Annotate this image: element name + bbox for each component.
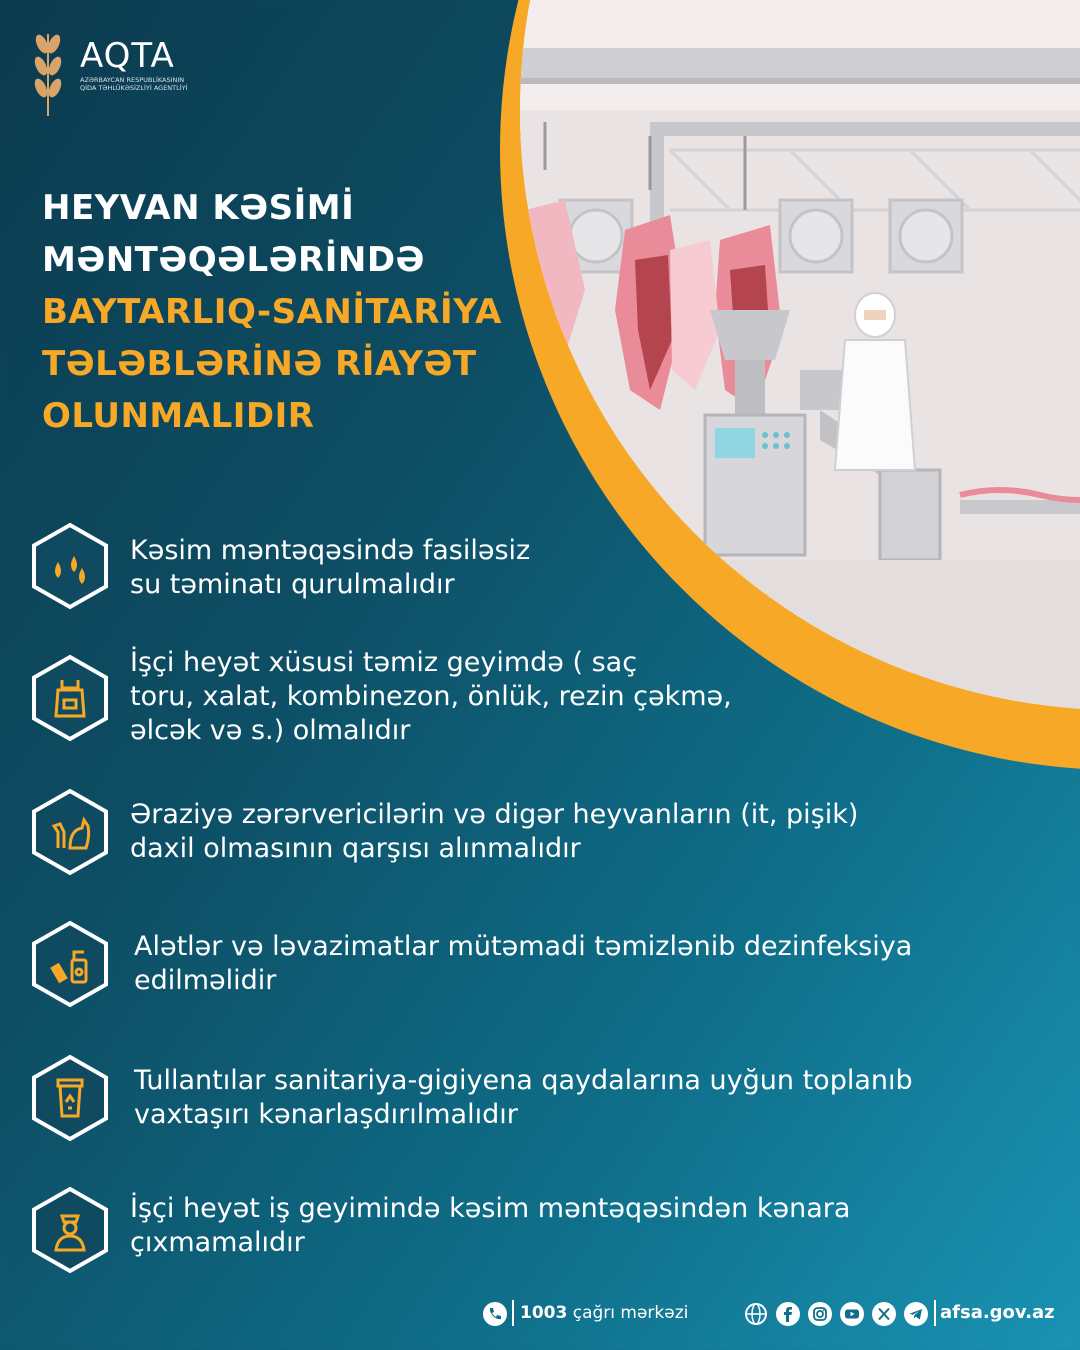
- apron-icon: [30, 654, 110, 742]
- x-icon[interactable]: [872, 1302, 896, 1326]
- item-text-line: Alətlər və ləvazimatlar mütəmadi təmizlənib dezinfeksiya: [134, 931, 913, 962]
- water-drops-icon: [30, 522, 110, 610]
- recycle-bin-icon: [30, 1054, 110, 1142]
- phone-icon: [482, 1301, 508, 1327]
- slaughterhouse-illustration: [520, 0, 1080, 710]
- item-text-line: vaxtaşırı kənarlaşdırılmalıdır: [134, 1099, 518, 1130]
- item-text-line: İşçi heyət xüsusi təmiz geyimdə ( saç: [130, 647, 638, 678]
- facebook-icon[interactable]: [776, 1302, 800, 1326]
- item-text-line: edilməlidir: [134, 965, 277, 996]
- call-label: çağrı mərkəzi: [572, 1303, 689, 1323]
- footer-divider: [512, 1300, 514, 1326]
- item-text-line: su təminatı qurulmalıdır: [130, 569, 455, 600]
- item-text-line: çıxmamalıdır: [130, 1227, 305, 1258]
- cat-dog-icon: [30, 788, 110, 876]
- globe-icon[interactable]: [744, 1302, 768, 1326]
- wheat-logo-icon: [30, 24, 70, 124]
- instagram-icon[interactable]: [808, 1302, 832, 1326]
- item-text-line: Kəsim məntəqəsində fasiləsiz: [130, 535, 531, 566]
- item-text-line: İşçi heyət iş geyimində kəsim məntəqəsindən kənara: [130, 1193, 851, 1224]
- brand-name: AQTA: [80, 36, 175, 76]
- item-text-line: Tullantılar sanitariya-gigiyena qaydalarına uyğun toplanıb: [134, 1065, 913, 1096]
- footer: [0, 1290, 1080, 1336]
- call-center[interactable]: [520, 1303, 688, 1323]
- website-link[interactable]: afsa.gov.az: [940, 1302, 1055, 1323]
- footer-divider: [934, 1300, 936, 1326]
- item-text-line: daxil olmasının qarşısı alınmalıdır: [130, 833, 581, 864]
- call-number: 1003: [520, 1303, 568, 1323]
- youtube-icon[interactable]: [840, 1302, 864, 1326]
- headline-highlight-line: OLUNMALIDIR: [42, 396, 315, 436]
- spray-cleaning-icon: [30, 920, 110, 1008]
- brand-subtitle: AZƏRBAYCAN RESPUBLİKASININ QİDA TƏHLÜKƏSİZLİYİ AGENTLİYİ: [80, 76, 188, 92]
- aqta-logo: [30, 24, 210, 124]
- headline-highlight-line: TƏLƏBLƏRİNƏ RİAYƏT: [42, 344, 477, 384]
- headline: [42, 182, 522, 442]
- item-text-line: Əraziyə zərərvericilərin və digər heyvanların (it, pişik): [130, 799, 859, 830]
- headline-line: HEYVAN KƏSİMİ: [42, 188, 355, 228]
- item-text-line: toru, xalat, kombinezon, önlük, rezin çəkmə,: [130, 681, 732, 712]
- item-text-line: əlcək və s.) olmalıdır: [130, 715, 411, 746]
- worker-uniform-icon: [30, 1186, 110, 1274]
- telegram-icon[interactable]: [904, 1302, 928, 1326]
- headline-line: MƏNTƏQƏLƏRİNDƏ: [42, 240, 425, 280]
- headline-highlight-line: BAYTARLIQ-SANİTARİYA: [42, 292, 502, 332]
